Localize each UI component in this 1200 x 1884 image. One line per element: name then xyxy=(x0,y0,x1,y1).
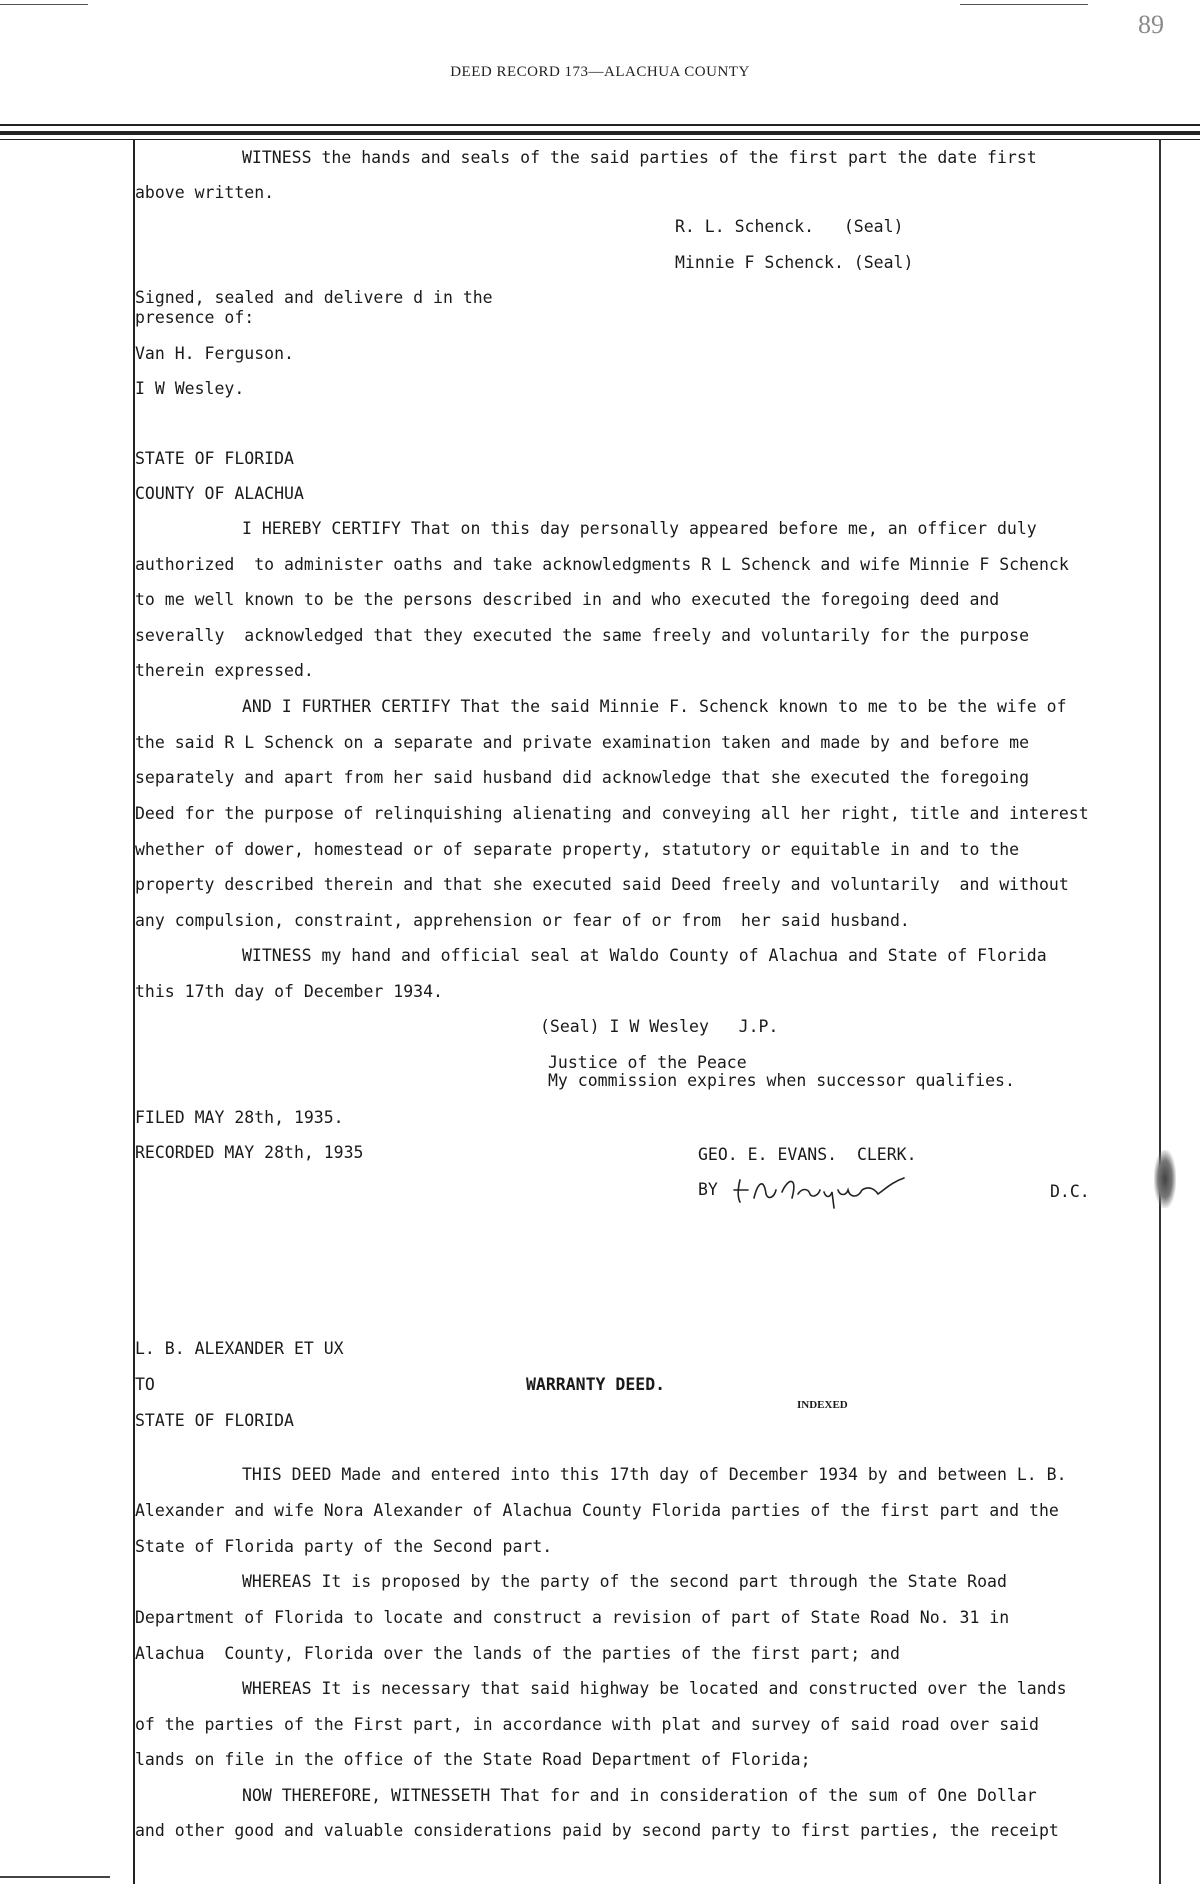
indexed-stamp: INDEXED xyxy=(797,1399,848,1411)
text-line: Alexander and wife Nora Alexander of Alachua County Florida parties of the first part and the xyxy=(135,1501,1059,1520)
text-line: severally acknowledged that they executed the same freely and voluntarily for the purpose xyxy=(135,626,1030,645)
text-line: Deed for the purpose of relinquishing alienating and conveying all her right, title and interest xyxy=(135,804,1089,823)
page-number: 89 xyxy=(1138,10,1164,39)
scan-edge-mark xyxy=(0,4,88,5)
witness-name: I W Wesley. xyxy=(135,379,245,398)
scan-edge-mark xyxy=(0,1876,110,1878)
handwritten-signature xyxy=(728,1168,928,1210)
text-line: lands on file in the office of the State Road Department of Florida; xyxy=(135,1750,811,1769)
text-line: NOW THEREFORE, WITNESSETH That for and in consideration of the sum of One Dollar xyxy=(242,1786,1037,1805)
text-line: WITNESS my hand and official seal at Waldo County of Alachua and State of Florida xyxy=(242,946,1047,965)
text-line: any compulsion, constraint, apprehension or fear of or from her said husband. xyxy=(135,911,910,930)
grantor-name: L. B. ALEXANDER ET UX xyxy=(135,1339,344,1358)
text-line: presence of: xyxy=(135,308,255,327)
text-line: to me well known to be the persons described in and who executed the foregoing deed and xyxy=(135,590,1000,609)
text-line: the said R L Schenck on a separate and private examination taken and made by and before me xyxy=(135,733,1030,752)
venue-state: STATE OF FLORIDA xyxy=(135,449,294,468)
scan-edge-mark xyxy=(960,4,1088,5)
to-label: TO xyxy=(135,1375,155,1394)
commission-note: My commission expires when successor qualifies. xyxy=(548,1071,1015,1090)
officer-title: Justice of the Peace xyxy=(548,1053,747,1072)
text-line: WHEREAS It is necessary that said highway be located and constructed over the lands xyxy=(242,1679,1067,1698)
text-line: THIS DEED Made and entered into this 17th day of December 1934 by and between L. B. xyxy=(242,1465,1067,1484)
signature-line: Minnie F Schenck. (Seal) xyxy=(675,253,914,272)
deed-type: WARRANTY DEED. xyxy=(526,1375,666,1394)
deputy-clerk-label: D.C. xyxy=(1050,1182,1090,1201)
venue-county: COUNTY OF ALACHUA xyxy=(135,484,304,503)
officer-signature: (Seal) I W Wesley J.P. xyxy=(540,1017,779,1036)
text-line: therein expressed. xyxy=(135,661,314,680)
header-rule xyxy=(0,131,1200,135)
clerk-name: GEO. E. EVANS. CLERK. xyxy=(698,1145,917,1164)
text-line: of the parties of the First part, in accordance with plat and survey of said road over said xyxy=(135,1715,1039,1734)
running-head: DEED RECORD 173—ALACHUA COUNTY xyxy=(450,64,750,80)
text-line: above written. xyxy=(135,183,275,202)
text-line: State of Florida party of the Second part. xyxy=(135,1537,553,1556)
header-rule xyxy=(0,124,1200,126)
witness-name: Van H. Ferguson. xyxy=(135,344,294,363)
text-line: separately and apart from her said husband did acknowledge that she executed the foregoing xyxy=(135,768,1030,787)
header-rule xyxy=(0,139,1200,140)
right-margin-line xyxy=(1159,140,1161,1884)
recorded-date: RECORDED MAY 28th, 1935 xyxy=(135,1143,364,1162)
text-line: AND I FURTHER CERTIFY That the said Minnie F. Schenck known to me to be the wife of xyxy=(242,697,1067,716)
filed-date: FILED MAY 28th, 1935. xyxy=(135,1108,344,1127)
text-line: Department of Florida to locate and construct a revision of part of State Road No. 31 in xyxy=(135,1608,1010,1627)
grantee-name: STATE OF FLORIDA xyxy=(135,1411,294,1430)
ink-blot xyxy=(1154,1150,1176,1208)
text-line: WITNESS the hands and seals of the said parties of the first part the date first xyxy=(242,148,1037,167)
text-line: WHEREAS It is proposed by the party of the second part through the State Road xyxy=(242,1572,1007,1591)
text-line: and other good and valuable considerations paid by second party to first parties, the receipt xyxy=(135,1821,1059,1840)
signature-line: R. L. Schenck. (Seal) xyxy=(675,217,904,236)
text-line: I HEREBY CERTIFY That on this day personally appeared before me, an officer duly xyxy=(242,519,1037,538)
by-label: BY xyxy=(698,1180,718,1199)
text-line: whether of dower, homestead or of separate property, statutory or equitable in and to the xyxy=(135,840,1020,859)
text-line: this 17th day of December 1934. xyxy=(135,982,443,1001)
text-line: Signed, sealed and delivere d in the xyxy=(135,288,493,307)
text-line: Alachua County, Florida over the lands of the parties of the first part; and xyxy=(135,1644,900,1663)
text-line: property described therein and that she executed said Deed freely and voluntarily and without xyxy=(135,875,1069,894)
text-line: authorized to administer oaths and take acknowledgments R L Schenck and wife Minnie F Schenck xyxy=(135,555,1069,574)
